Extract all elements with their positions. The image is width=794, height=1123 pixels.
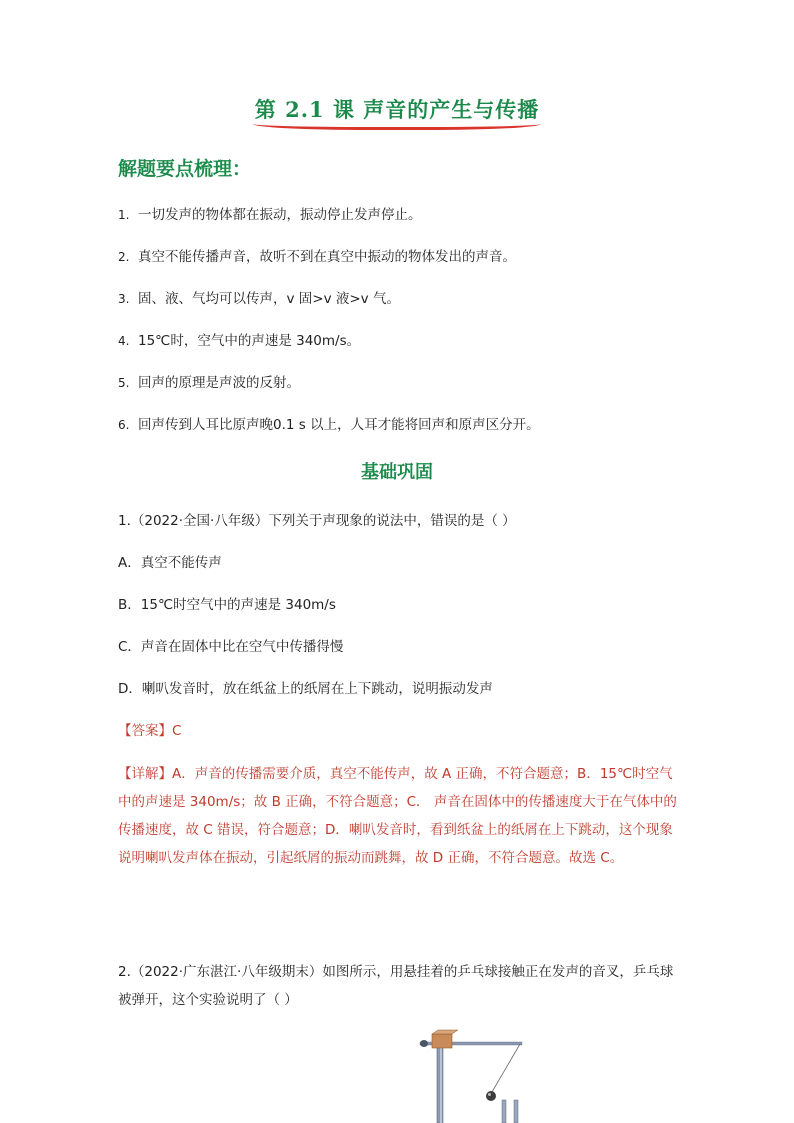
clamp-knob xyxy=(420,1040,428,1047)
ping-pong-ball xyxy=(486,1091,496,1101)
question-1-option-a: A．真空不能传声 xyxy=(118,555,222,571)
question-2-stem: 2.（2022·广东湛江·八年级期末）如图所示，用悬挂着的乒乓球接触正在发声的音叉，乒乓球被弹开，这个实验说明了（ ） xyxy=(118,964,674,1008)
key-point-number: 3. xyxy=(118,292,130,306)
explanation-text: A．声音的传播需要介质，真空不能传声，故 A 正确，不符合题意；B．15℃时空气中的声速是 340m/s；故 B 正确，不符合题意；C． 声音在固体中的传播速度大于在气体中的传播速度，故 C 错误，符合题意；D．喇叭发音时，看到纸盆上的纸屑在上下跳动，这个现象说明喇叭发声体在振动，引起纸屑的振动而跳舞，故 D 正确，不符合题意。故选 C。 xyxy=(118,766,677,866)
key-point-text: 回声的原理是声波的反射。 xyxy=(138,375,300,391)
suspension-thread xyxy=(492,1044,520,1092)
key-point-number: 2. xyxy=(118,250,130,264)
key-point-item xyxy=(118,415,698,457)
question-1-option-b: B．15℃时空气中的声速是 340m/s xyxy=(118,597,336,613)
key-point-item xyxy=(118,205,698,247)
lesson-title: 第 2.1 课 声音的产生与传播 xyxy=(253,94,541,130)
question-1-answer xyxy=(118,721,181,741)
key-point-item xyxy=(118,289,698,331)
tuning-fork-prong-right xyxy=(514,1100,518,1123)
key-point-text: 回声传到人耳比原声晚0.1 s 以上，人耳才能将回声和原声区分开。 xyxy=(138,417,540,433)
question-1-explanation xyxy=(118,760,678,872)
key-points-list xyxy=(118,205,698,457)
key-point-number: 4. xyxy=(118,334,130,348)
explanation-label: 【详解】 xyxy=(118,766,172,782)
ball-highlight xyxy=(488,1093,491,1096)
key-point-item xyxy=(118,373,698,415)
question-1-stem: 1.（2022·全国·八年级）下列关于声现象的说法中，错误的是（ ） xyxy=(118,513,516,529)
answer-value: C xyxy=(172,723,182,739)
key-point-text: 15℃时，空气中的声速是 340m/s。 xyxy=(138,333,361,349)
key-point-item xyxy=(118,331,698,373)
key-points-heading: 解题要点梳理： xyxy=(118,158,252,180)
key-point-text: 真空不能传播声音，故听不到在真空中振动的物体发出的声音。 xyxy=(138,249,516,265)
question-1-option-d: D．喇叭发音时，放在纸盆上的纸屑在上下跳动，说明振动发声 xyxy=(118,681,493,697)
tuning-fork-prong-left xyxy=(502,1100,506,1123)
clamp-block xyxy=(432,1034,452,1048)
key-point-text: 固、液、气均可以传声，v 固>v 液>v 气。 xyxy=(138,291,400,307)
key-point-item xyxy=(118,247,698,289)
basic-consolidation-heading: 基础巩固 xyxy=(361,462,433,483)
tuning-fork-apparatus-figure xyxy=(410,1020,540,1123)
key-point-number: 6. xyxy=(118,418,130,432)
question-1-option-c: C．声音在固体中比在空气中传播得慢 xyxy=(118,639,344,655)
stand-pole-highlight xyxy=(440,1042,442,1123)
clamp-block-top xyxy=(432,1030,458,1034)
key-point-text: 一切发声的物体都在振动，振动停止发声停止。 xyxy=(138,207,422,223)
key-point-number: 1. xyxy=(118,208,130,222)
answer-label: 【答案】 xyxy=(118,723,172,739)
title-container xyxy=(0,94,794,130)
key-point-number: 5. xyxy=(118,376,130,390)
